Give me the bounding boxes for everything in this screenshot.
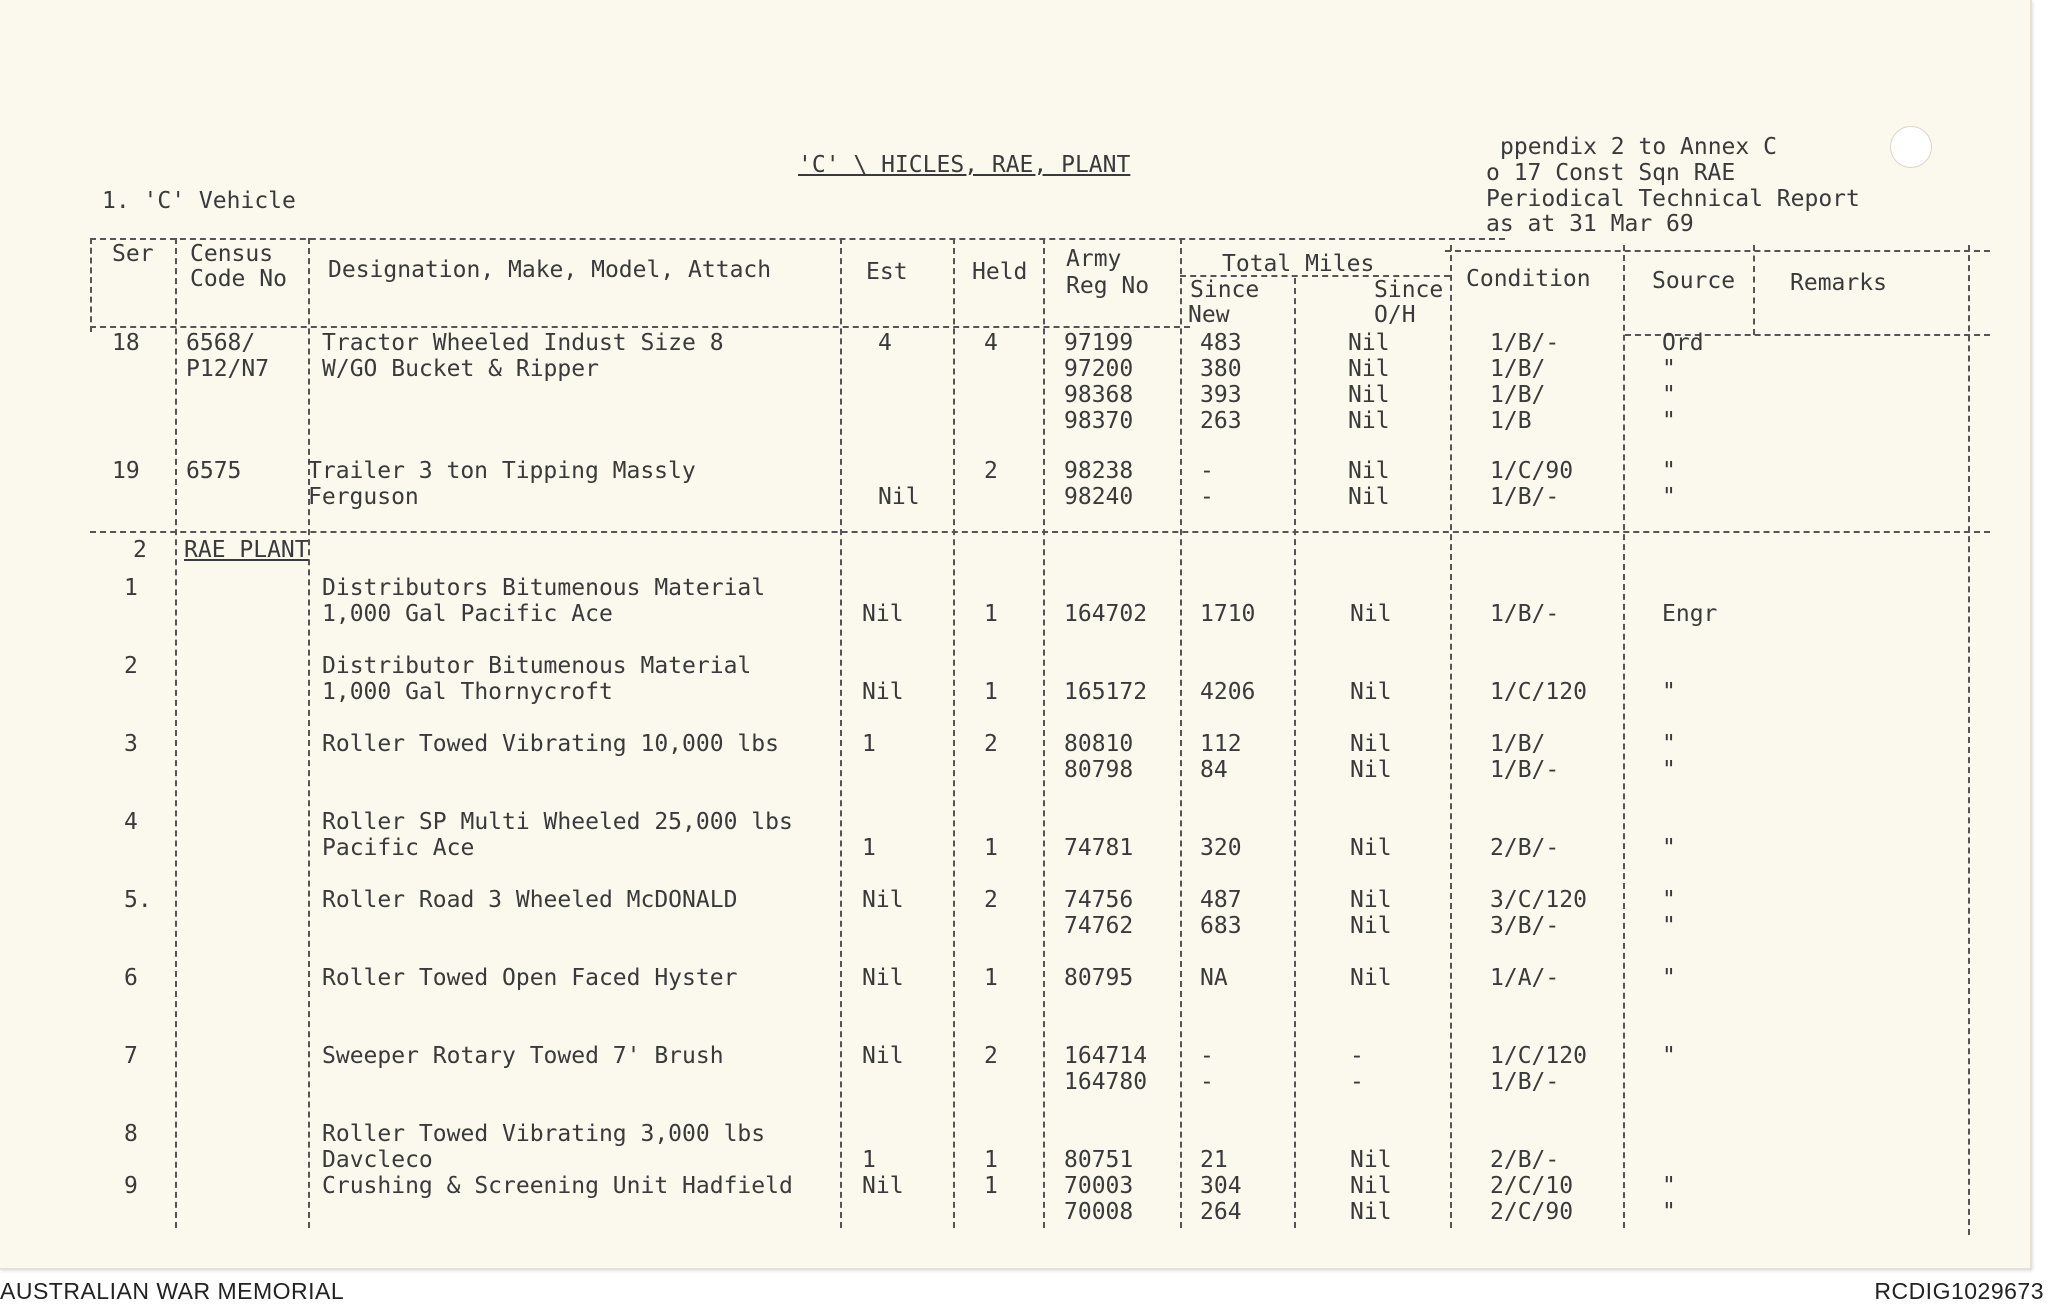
row-held: 1	[984, 679, 998, 705]
reference-line-1: ppendix 2 to Annex C	[1500, 134, 1777, 160]
row-cond: 1/B/-	[1490, 1069, 1560, 1095]
row-designation: Roller Towed Vibrating 10,000 lbs	[322, 731, 779, 757]
col-header-source: Source	[1652, 268, 1736, 294]
row-oh: Nil	[1348, 484, 1390, 510]
row-reg: 98368	[1064, 382, 1134, 408]
row-designation: 1,000 Gal Thornycroft	[322, 679, 613, 705]
row-est: Nil	[862, 887, 904, 913]
row-cond: 1/B/	[1490, 382, 1546, 408]
row-designation: Trailer 3 ton Tipping Massly	[308, 458, 696, 484]
row-designation: Roller Road 3 Wheeled McDONALD	[322, 887, 738, 913]
row-designation: Roller Towed Open Faced Hyster	[322, 965, 738, 991]
row-src: "	[1662, 679, 1676, 705]
row-reg: 70003	[1064, 1173, 1134, 1199]
row-ser: 2	[124, 653, 138, 679]
row-reg: 164714	[1064, 1043, 1148, 1069]
row-src: "	[1662, 835, 1676, 861]
row-est: 1	[862, 835, 876, 861]
row-new: 112	[1200, 731, 1242, 757]
row-held: 1	[984, 601, 998, 627]
row-held: 1	[984, 1147, 998, 1173]
row-ser: 4	[124, 809, 138, 835]
row-new: -	[1200, 458, 1214, 484]
row-oh: Nil	[1348, 408, 1390, 434]
col-header-army-2: Reg No	[1066, 273, 1150, 299]
row-oh: Nil	[1348, 382, 1390, 408]
row-new: 320	[1200, 835, 1242, 861]
row-held: 1	[984, 965, 998, 991]
column-rule	[1043, 238, 1045, 1228]
row-cond: 1/B/	[1490, 356, 1546, 382]
row-designation: Ferguson	[308, 484, 419, 510]
row-est: Nil	[878, 484, 920, 510]
row-reg: 164702	[1064, 601, 1148, 627]
row-new: 487	[1200, 887, 1242, 913]
row-est: Nil	[862, 679, 904, 705]
row-held: 2	[984, 731, 998, 757]
row-src: "	[1662, 408, 1676, 434]
row-cond: 1/B/-	[1490, 484, 1560, 510]
row-designation: Crushing & Screening Unit Hadfield	[322, 1173, 793, 1199]
row-reg: 70008	[1064, 1199, 1134, 1225]
col-header-since-new-2: New	[1188, 302, 1230, 328]
row-census-code: 6568/	[186, 330, 256, 356]
section-2-number: 2	[133, 537, 147, 563]
row-src: "	[1662, 1043, 1676, 1069]
row-src: "	[1662, 484, 1676, 510]
row-oh: Nil	[1350, 887, 1392, 913]
column-rule	[1623, 245, 1625, 1228]
row-new: 1710	[1200, 601, 1256, 627]
column-rule	[1294, 278, 1296, 1228]
row-new: 264	[1200, 1199, 1242, 1225]
col-header-census-1: Census	[190, 241, 274, 267]
section-divider-rule	[90, 531, 1990, 533]
row-reg: 74756	[1064, 887, 1134, 913]
row-new: 483	[1200, 330, 1242, 356]
row-oh: Nil	[1350, 1147, 1392, 1173]
row-new: 4206	[1200, 679, 1256, 705]
row-ser: 1	[124, 575, 138, 601]
row-oh: Nil	[1350, 965, 1392, 991]
row-designation: 1,000 Gal Pacific Ace	[322, 601, 613, 627]
header-bottom-rule	[90, 326, 1190, 328]
row-ser: 18	[112, 330, 140, 356]
row-src: "	[1662, 887, 1676, 913]
row-new: 21	[1200, 1147, 1228, 1173]
row-src: "	[1662, 458, 1676, 484]
row-oh: Nil	[1348, 458, 1390, 484]
row-held: 1	[984, 835, 998, 861]
footer-record-id: RCDIG1029673	[1874, 1278, 2044, 1304]
row-cond: 1/C/90	[1490, 458, 1574, 484]
col-header-census-2: Code No	[190, 266, 287, 292]
row-reg: 74781	[1064, 835, 1134, 861]
row-cond: 3/B/-	[1490, 913, 1560, 939]
row-oh: -	[1350, 1069, 1364, 1095]
row-new: 263	[1200, 408, 1242, 434]
row-cond: 1/C/120	[1490, 679, 1587, 705]
row-new: NA	[1200, 965, 1228, 991]
row-new: 683	[1200, 913, 1242, 939]
row-new: 393	[1200, 382, 1242, 408]
document-title: 'C' \ HICLES, RAE, PLANT	[798, 152, 1131, 178]
row-ser: 8	[124, 1121, 138, 1147]
table-top-rule-right	[1445, 250, 1990, 252]
row-new: -	[1200, 484, 1214, 510]
row-census-code: P12/N7	[186, 356, 270, 382]
section-1-heading: 1. 'C' Vehicle	[102, 188, 296, 214]
row-held: 2	[984, 458, 998, 484]
column-rule	[840, 238, 842, 1228]
column-rule	[1753, 245, 1755, 335]
row-est: Nil	[862, 601, 904, 627]
row-designation: Distributor Bitumenous Material	[322, 653, 752, 679]
row-reg: 164780	[1064, 1069, 1148, 1095]
row-oh: Nil	[1350, 913, 1392, 939]
row-cond: 1/B/	[1490, 731, 1546, 757]
row-reg: 97200	[1064, 356, 1134, 382]
punch-hole	[1890, 126, 1932, 168]
row-new: 304	[1200, 1173, 1242, 1199]
col-header-held: Held	[972, 259, 1028, 285]
row-oh: Nil	[1348, 356, 1390, 382]
col-header-ser: Ser	[112, 241, 154, 267]
row-designation: Roller SP Multi Wheeled 25,000 lbs	[322, 809, 793, 835]
row-src: "	[1662, 1199, 1676, 1225]
row-cond: 3/C/120	[1490, 887, 1587, 913]
col-header-total-miles: Total Miles	[1222, 251, 1375, 277]
row-held: 1	[984, 1173, 998, 1199]
row-designation: Roller Towed Vibrating 3,000 lbs	[322, 1121, 766, 1147]
row-cond: 1/C/120	[1490, 1043, 1587, 1069]
col-header-condition: Condition	[1466, 266, 1591, 292]
row-census-code: 6575	[186, 458, 242, 484]
row-new: 84	[1200, 757, 1228, 783]
row-est: Nil	[862, 1043, 904, 1069]
row-src: "	[1662, 965, 1676, 991]
row-new: -	[1200, 1069, 1214, 1095]
row-designation: Davcleco	[322, 1147, 433, 1173]
row-src: "	[1662, 1173, 1676, 1199]
row-designation: Distributors Bitumenous Material	[322, 575, 766, 601]
row-cond: 1/B/-	[1490, 757, 1560, 783]
row-reg: 80798	[1064, 757, 1134, 783]
row-cond: 1/B/-	[1490, 330, 1560, 356]
row-cond: 2/B/-	[1490, 1147, 1560, 1173]
column-rule	[175, 238, 177, 1228]
row-reg: 80810	[1064, 731, 1134, 757]
row-src: "	[1662, 913, 1676, 939]
row-est: 4	[878, 330, 892, 356]
row-est: Nil	[862, 1173, 904, 1199]
row-cond: 2/B/-	[1490, 835, 1560, 861]
table-top-rule	[90, 238, 1505, 240]
col-header-since-new-1: Since	[1190, 277, 1260, 303]
col-header-designation: Designation, Make, Model, Attach	[328, 257, 772, 283]
row-src: Engr	[1662, 601, 1718, 627]
col-header-army-1: Army	[1066, 246, 1122, 272]
row-src: "	[1662, 757, 1676, 783]
row-oh: Nil	[1350, 1173, 1392, 1199]
row-cond: 2/C/10	[1490, 1173, 1574, 1199]
row-new: -	[1200, 1043, 1214, 1069]
row-ser: 7	[124, 1043, 138, 1069]
row-est: Nil	[862, 965, 904, 991]
column-rule	[308, 238, 310, 1228]
row-ser: 6	[124, 965, 138, 991]
row-oh: Nil	[1350, 679, 1392, 705]
row-src: "	[1662, 356, 1676, 382]
row-est: 1	[862, 731, 876, 757]
row-designation: Tractor Wheeled Indust Size 8	[322, 330, 724, 356]
row-reg: 80751	[1064, 1147, 1134, 1173]
row-reg: 98370	[1064, 408, 1134, 434]
row-designation: W/GO Bucket & Ripper	[322, 356, 599, 382]
row-held: 4	[984, 330, 998, 356]
row-reg: 165172	[1064, 679, 1148, 705]
row-ser: 9	[124, 1173, 138, 1199]
row-oh: Nil	[1348, 330, 1390, 356]
reference-line-4: as at 31 Mar 69	[1486, 211, 1694, 237]
row-designation: Pacific Ace	[322, 835, 475, 861]
row-reg: 98238	[1064, 458, 1134, 484]
row-ser: 3	[124, 731, 138, 757]
column-rule	[953, 238, 955, 1228]
row-src: "	[1662, 382, 1676, 408]
row-est: 1	[862, 1147, 876, 1173]
row-reg: 74762	[1064, 913, 1134, 939]
row-oh: -	[1350, 1043, 1364, 1069]
row-reg: 98240	[1064, 484, 1134, 510]
reference-line-3: Periodical Technical Report	[1486, 186, 1860, 212]
row-reg: 97199	[1064, 330, 1134, 356]
row-src: "	[1662, 731, 1676, 757]
row-oh: Nil	[1350, 757, 1392, 783]
row-oh: Nil	[1350, 835, 1392, 861]
col-header-since-oh-2: O/H	[1374, 302, 1416, 328]
column-rule	[1968, 245, 1970, 1235]
row-oh: Nil	[1350, 731, 1392, 757]
reference-line-2: o 17 Const Sqn RAE	[1486, 160, 1736, 186]
column-rule	[1180, 238, 1182, 1228]
row-cond: 1/B	[1490, 408, 1532, 434]
section-2-title: RAE PLANT	[184, 537, 309, 563]
row-new: 380	[1200, 356, 1242, 382]
col-header-remarks: Remarks	[1790, 270, 1887, 296]
row-oh: Nil	[1350, 601, 1392, 627]
row-cond: 1/A/-	[1490, 965, 1560, 991]
column-rule	[90, 238, 92, 332]
row-held: 2	[984, 1043, 998, 1069]
row-designation: Sweeper Rotary Towed 7' Brush	[322, 1043, 724, 1069]
row-oh: Nil	[1350, 1199, 1392, 1225]
row-ser: 19	[112, 458, 140, 484]
row-held: 2	[984, 887, 998, 913]
row-cond: 1/B/-	[1490, 601, 1560, 627]
footer-archive-name: AUSTRALIAN WAR MEMORIAL	[0, 1278, 345, 1304]
row-ser: 5.	[124, 887, 152, 913]
col-header-since-oh-1: Since	[1374, 277, 1444, 303]
row-reg: 80795	[1064, 965, 1134, 991]
col-header-est: Est	[866, 259, 908, 285]
row-src: Ord	[1662, 330, 1704, 356]
row-cond: 2/C/90	[1490, 1199, 1574, 1225]
column-rule	[1450, 245, 1452, 1228]
